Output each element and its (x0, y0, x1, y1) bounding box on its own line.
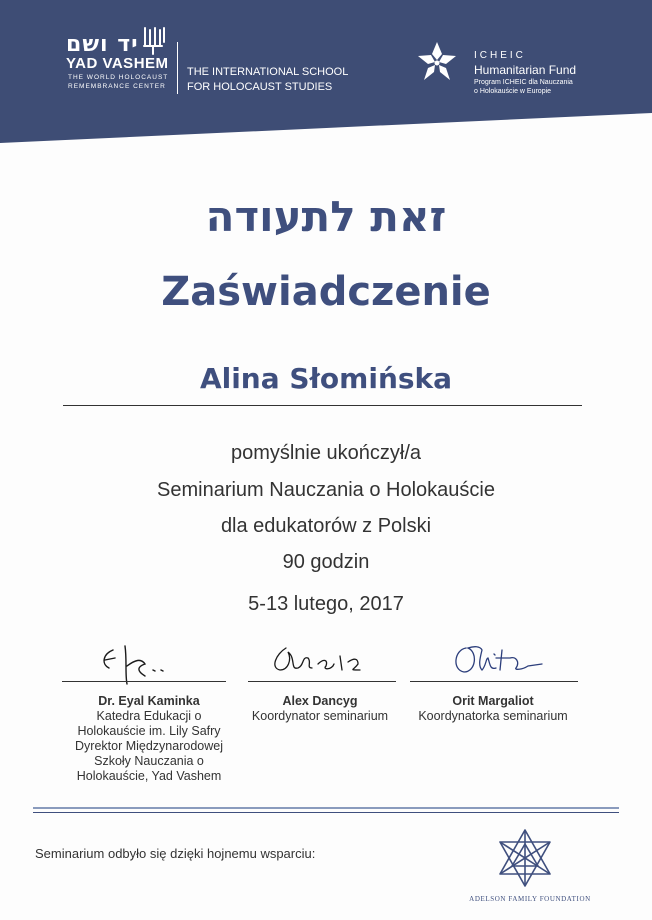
signature-line-3 (410, 681, 578, 682)
seminar-name: Seminarium Nauczania o Holokauście (157, 479, 495, 501)
signatory-dancyg (240, 694, 400, 724)
seminar-audience: dla edukatorów z Polski (220, 515, 432, 537)
signatory-name: Dr. Eyal Kaminka (98, 694, 200, 708)
yad-vashem-subtitle-2: REMEMBRANCE CENTER (68, 83, 166, 90)
signatory-role-line: Holokauście, Yad Vashem (76, 769, 222, 783)
recipient-name: Alina Słomińska (199, 362, 453, 395)
signatory-role-line: Katedra Edukacji o (96, 709, 202, 723)
icheic-program-line-1: Program ICHEIC dla Nauczania (474, 79, 573, 86)
foundation-name: ADELSON FAMILY FOUNDATION (469, 895, 591, 903)
signatory-margaliot (410, 694, 576, 724)
signatory-name: Alex Dancyg (282, 694, 358, 708)
yad-vashem-name: YAD VASHEM (66, 55, 169, 72)
signature-line-1 (62, 681, 226, 682)
adelson-foundation-logo (492, 826, 558, 890)
title-polish: Zaświadczenie (161, 269, 491, 315)
signatory-role-line: Koordynator seminarium (251, 709, 389, 723)
signature-dancyg (262, 640, 382, 685)
seminar-hours: 90 godzin (282, 551, 370, 573)
footer-rule-thin (33, 812, 619, 813)
school-name-line-2: FOR HOLOCAUST STUDIES (187, 81, 333, 93)
recipient-underline (63, 405, 582, 406)
title-hebrew: זאת לתעודה (205, 192, 447, 241)
icheic-star-logo (412, 38, 462, 88)
menorah-icon (142, 26, 166, 56)
icheic-program-line-2: o Holokauście w Europie (474, 88, 552, 95)
seminar-dates: 5-13 lutego, 2017 (248, 593, 404, 615)
signatory-kaminka (64, 694, 234, 784)
signatory-name: Orit Margaliot (452, 694, 534, 708)
icheic-name: ICHEIC (474, 50, 526, 61)
footer-rule (33, 807, 619, 809)
signature-line-2 (248, 681, 396, 682)
yad-vashem-hebrew-logo: יד ושם (66, 32, 139, 57)
signatory-role-line: Szkoły Nauczania o (94, 754, 204, 768)
signature-kaminka (95, 640, 185, 690)
header-divider (177, 42, 178, 94)
signatory-role-line: Koordynatorka seminarium (418, 709, 568, 723)
icheic-fund: Humanitarian Fund (474, 63, 577, 77)
header-band (0, 0, 652, 150)
completion-text: pomyślnie ukończył/a (230, 442, 422, 464)
signature-margaliot (446, 636, 556, 681)
signatory-role-line: Holokauście im. Lily Safry (77, 724, 221, 738)
support-text: Seminarium odbyło się dzięki hojnemu wsparciu: (35, 846, 316, 861)
signatory-role-line: Dyrektor Międzynarodowej (75, 739, 223, 753)
yad-vashem-subtitle-1: THE WORLD HOLOCAUST (68, 74, 169, 81)
school-name-line-1: THE INTERNATIONAL SCHOOL (187, 66, 349, 78)
